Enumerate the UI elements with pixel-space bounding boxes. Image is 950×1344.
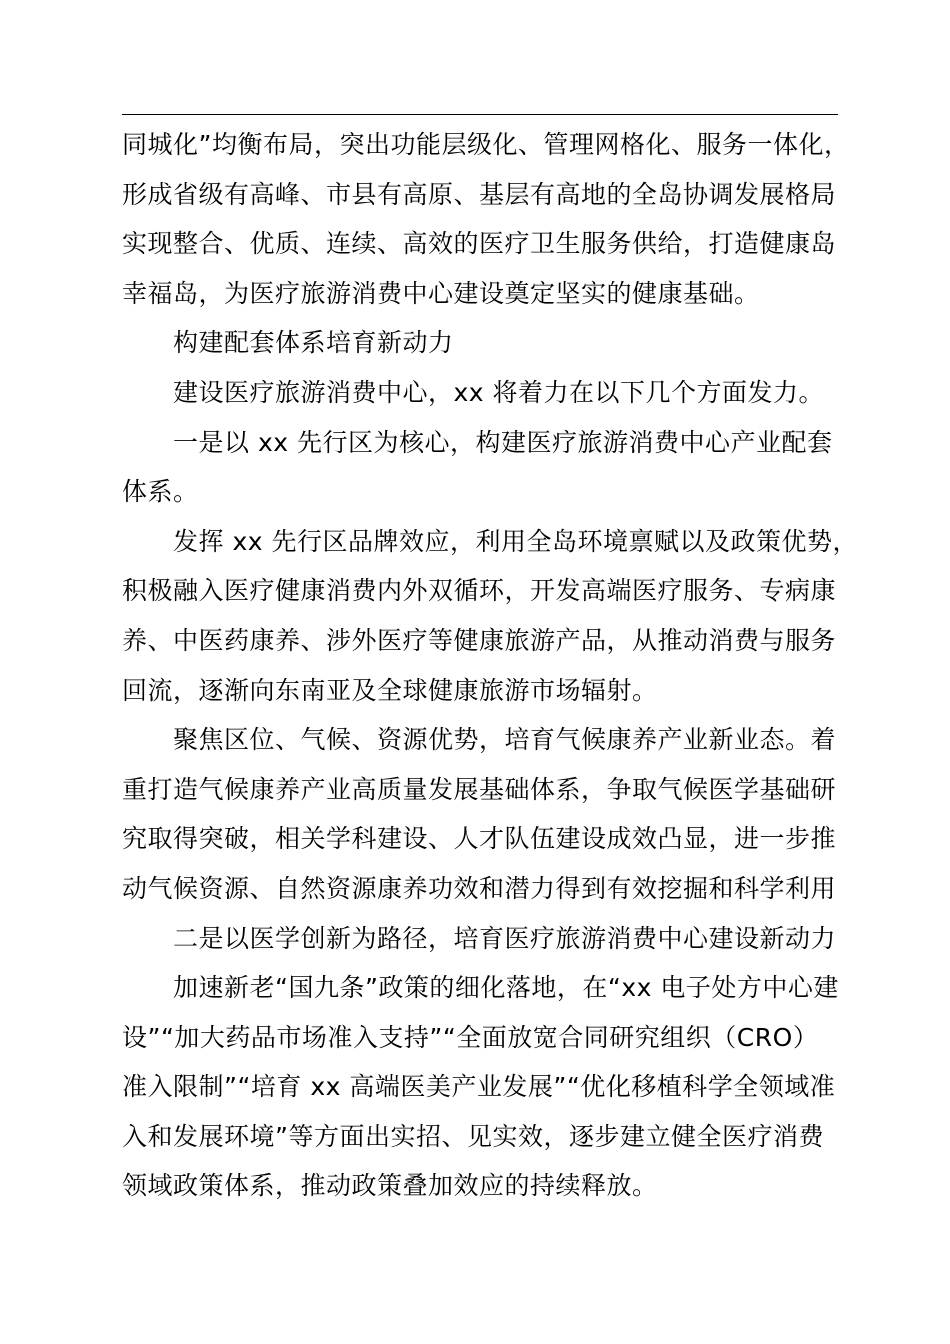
text-line: 积极融入医疗健康消费内外双循环，开发高端医疗服务、专病康 [122,576,837,606]
text-line: 回流，逐渐向东南亚及全球健康旅游市场辐射。 [122,675,658,705]
text-line: 同城化”均衡布局，突出功能层级化、管理网格化、服务一体化， [122,130,850,159]
text-line: 构建配套体系培育新动力 [173,328,454,358]
text-line: 幸福岛，为医疗旅游消费中心建设奠定坚实的健康基础。 [122,278,760,308]
text-line: 究取得突破，相关学科建设、人才队伍建设成效凸显，进一步推 [122,824,837,854]
text-line: 领域政策体系，推动政策叠加效应的持续释放。 [122,1171,658,1201]
text-line: 设”“加大药品市场准入支持”“全面放宽合同研究组织（CRO） [122,1022,819,1052]
text-line: 动气候资源、自然资源康养功效和潜力得到有效挖掘和科学利用 [122,873,837,903]
text-line: 建设医疗旅游消费中心，xx 将着力在以下几个方面发力。 [173,377,825,407]
text-line: 体系。 [122,477,199,507]
text-line: 养、中医药康养、涉外医疗等健康旅游产品，从推动消费与服务 [122,625,837,655]
text-line: 加速新老“国九条”政策的细化落地，在“xx 电子处方中心建 [173,973,839,1003]
text-line: 二是以医学创新为路径，培育医疗旅游消费中心建设新动力 [173,923,837,953]
text-line: 准入限制”“培育 xx 高端医美产业发展”“优化移植科学全领域准 [122,1072,836,1102]
text-line: 聚焦区位、气候、资源优势，培育气候康养产业新业态。着 [173,725,837,755]
text-line: 一是以 xx 先行区为核心，构建医疗旅游消费中心产业配套 [173,427,833,457]
text-line: 重打造气候康养产业高质量发展基础体系，争取气候医学基础研 [122,774,837,804]
text-line: 入和发展环境”等方面出实招、见实效，逐步建立健全医疗消费 [122,1121,824,1151]
text-line: 形成省级有高峰、市县有高原、基层有高地的全岛协调发展格局 [122,179,837,209]
document-body [122,120,857,1211]
text-line: 发挥 xx 先行区品牌效应，利用全岛环境禀赋以及政策优势， [173,526,858,556]
text-line: 实现整合、优质、连续、高效的医疗卫生服务供给，打造健康岛 [122,229,837,259]
header-rule [122,114,838,115]
